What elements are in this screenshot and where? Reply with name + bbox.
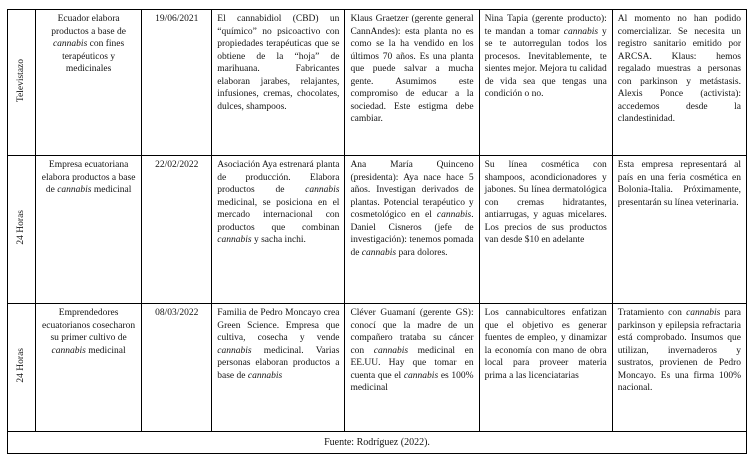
summary-cell: El cannabidiol (CBD) un “químico” no psicoactivo con propiedades terapéuticas que se obtiene de la “hoja” de marihuana. Fabricantes elaboran jarabes, relajantes, infusiones, cremas, chocolates, dulces, shampoos. <box>212 10 345 156</box>
channel-cell <box>8 156 36 304</box>
table-source: Fuente: Rodríguez (2022). <box>8 432 747 454</box>
table-row <box>8 304 747 432</box>
channel-cell <box>8 304 36 432</box>
channel-label: Televistazo <box>16 58 27 102</box>
media-coverage-table <box>7 9 747 454</box>
date-cell: 22/02/2022 <box>142 156 212 304</box>
table-row <box>8 10 747 156</box>
remarks-cell: Tratamiento con cannabis para parkinson y epilepsia refractaria está comprobado. Insumos que utilizan, invernaderos y sustratos, provienen de Pedro Moncayo. Es una firma 100% nacional. <box>612 304 746 432</box>
remarks-cell: Al momento no han podido comercializar. Se necesita un registro sanitario emitido por ARCSA. Klaus: hemos regalado muestras a personas con parkinson y metástasis. Alexis Ponce (activista): accedemos desde la clandestinidad. <box>612 10 746 156</box>
channel-cell <box>8 10 36 156</box>
headline-cell: Emprendedores ecuatorianos cosecharon su primer cultivo de cannabis medicinal <box>36 304 142 432</box>
date-cell: 08/03/2022 <box>142 304 212 432</box>
channel-label: 24 Horas <box>16 347 27 383</box>
details-cell: Los cannabicultores enfatizan que el objetivo es generar fuentes de empleo, y dinamizar la economía con mano de obra local para proveer materia prima a las licenciatarias <box>479 304 612 432</box>
quotes-cell: Cléver Guamaní (gerente GS): conocí que la madre de un compañero trataba su cáncer con cannabis medicinal en EE.UU. Hay que tomar en cuenta que el cannabis es 100% medicinal <box>345 304 479 432</box>
quotes-cell: Ana María Quinceno (presidenta): Aya nace hace 5 años. Investigan derivados de plantas. Potencial terapéutico y cosmetológico en el cannabis. Daniel Cisneros (jefe de investigación): tenemos pomada de cannabis para dolores. <box>345 156 479 304</box>
details-cell: Nina Tapia (gerente producto): te mandan a tomar cannabis y se te autorregulan todos los procesos. Inevitablemente, te sientes mejor. Mejora tu calidad de vida sea que tengas una condición o no. <box>479 10 612 156</box>
table-row <box>8 156 747 304</box>
summary-cell: Asociación Aya estrenará planta de producción. Elabora productos de cannabis medicinal, se posiciona en el mercado internacional con productos que combinan cannabis y sacha inchi. <box>212 156 345 304</box>
table-body <box>8 10 747 432</box>
source-row <box>8 432 747 454</box>
headline-cell: Ecuador elabora productos a base de cannabis con fines terapéuticos y medicinales <box>36 10 142 156</box>
headline-cell: Empresa ecuatoriana elabora productos a base de cannabis medicinal <box>36 156 142 304</box>
date-cell: 19/06/2021 <box>142 10 212 156</box>
details-cell: Su línea cosmética con shampoos, acondicionadores y jabones. Su línea dermatológica con cremas hidratantes, antiarrugas, y aguas micelares. Los precios de sus productos van desde $10 en adelante <box>479 156 612 304</box>
remarks-cell: Esta empresa representará al país en una feria cosmética en Bolonia-Italia. Próximamente, presentarán su línea veterinaria. <box>612 156 746 304</box>
summary-cell: Familia de Pedro Moncayo crea Green Science. Empresa que cultiva, cosecha y vende cannabis medicinal. Varias personas elaboran productos a base de cannabis <box>212 304 345 432</box>
table-footer <box>8 432 747 454</box>
quotes-cell: Klaus Graetzer (gerente general CannAndes): esta planta no es como se la ha vendido en los últimos 70 años. Es una planta que puede salvar a mucha gente. Asumimos este compromiso de educar a la sociedad. Este estigma debe cambiar. <box>345 10 479 156</box>
channel-label: 24 Horas <box>16 209 27 245</box>
